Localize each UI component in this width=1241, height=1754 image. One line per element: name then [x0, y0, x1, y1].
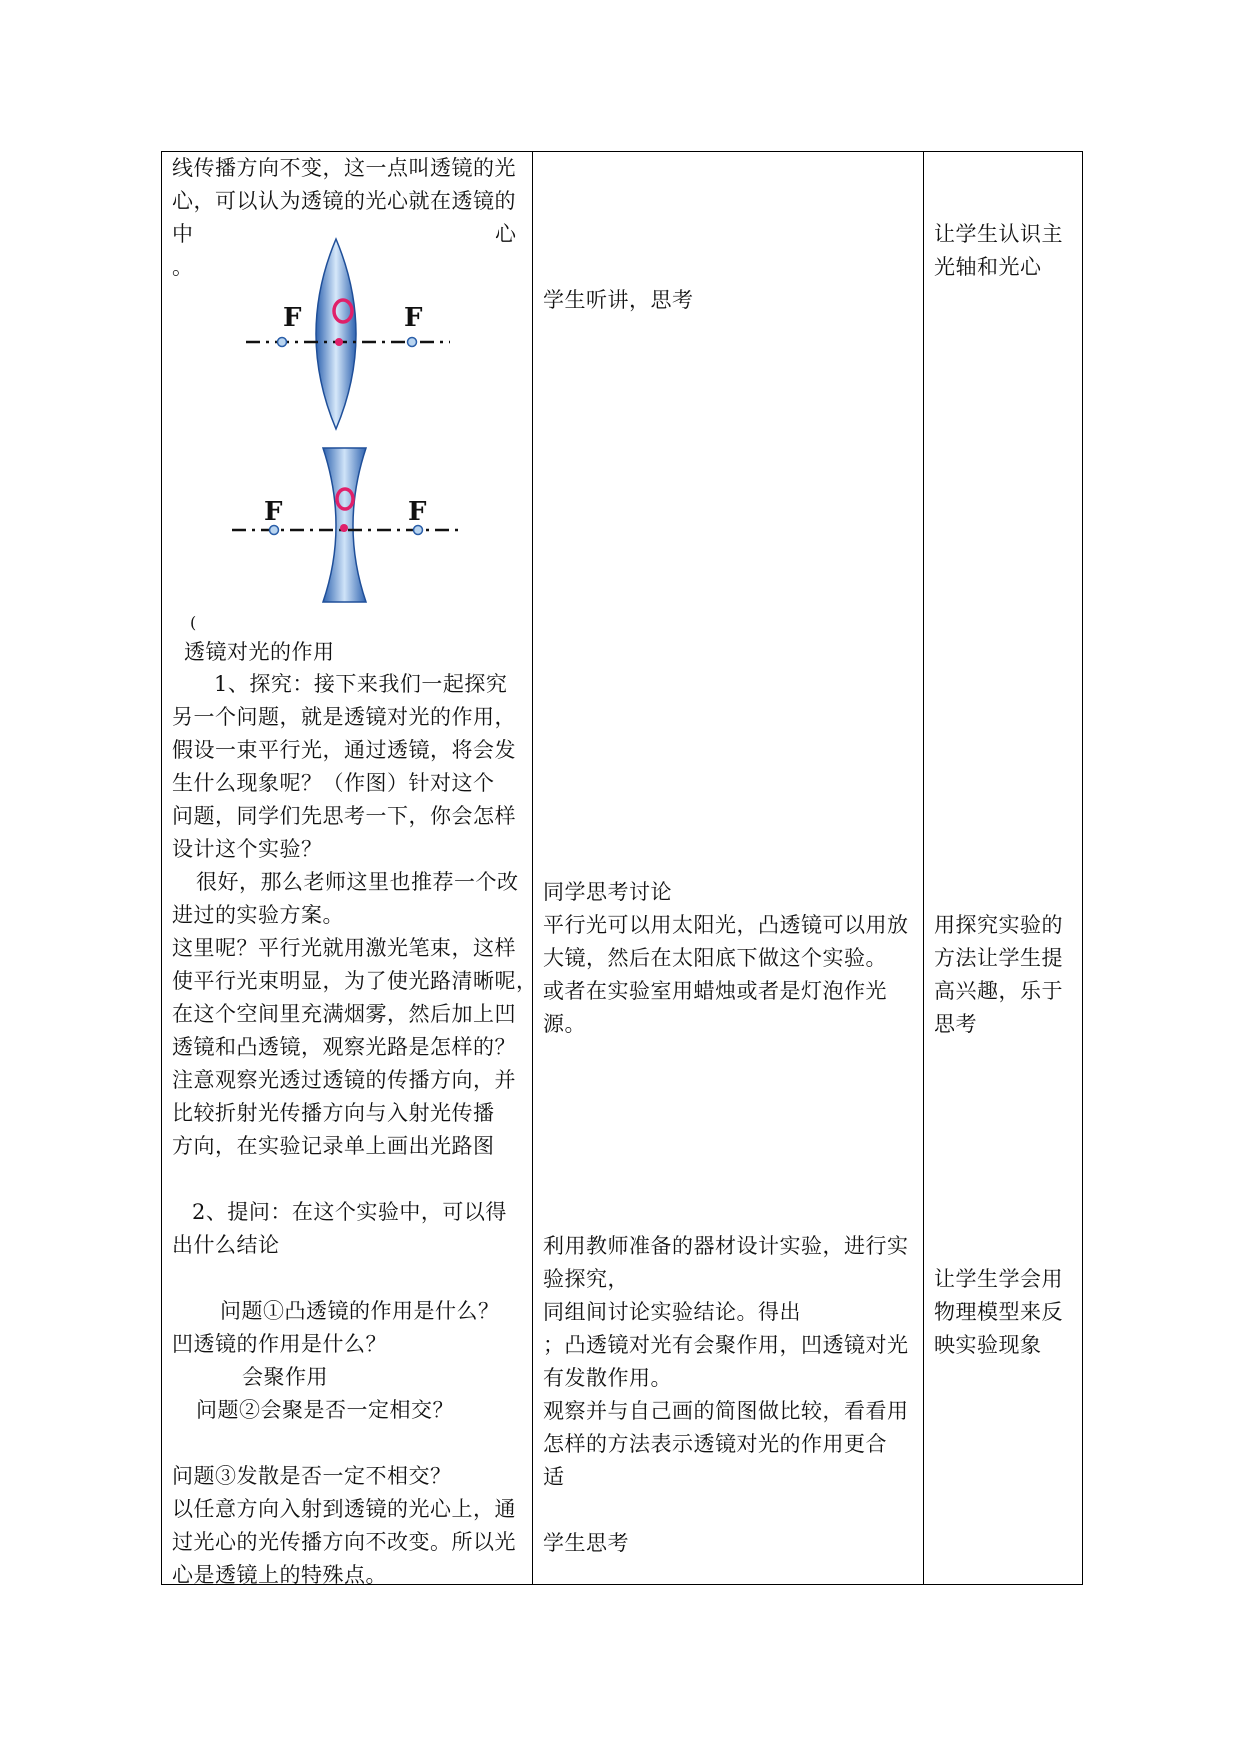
text-line: 问题③发散是否一定不相交？: [172, 1464, 452, 1488]
text-line: 心: [495, 222, 517, 246]
text-line: 透镜和凸透镜，观察光路是怎样的？: [172, 1035, 516, 1059]
text-line: 利用教师准备的器材设计实验，进行实: [543, 1234, 909, 1258]
text-line: 平行光可以用太阳光，凸透镜可以用放: [543, 913, 909, 937]
section-heading: 透镜对光的作用: [184, 640, 335, 664]
text-line: 使平行光束明显，为了使光路清晰呢，: [172, 969, 538, 993]
text-line: 另一个问题，就是透镜对光的作用，: [172, 705, 516, 729]
text-line: 进过的实验方案。: [172, 903, 344, 927]
text-line: 以任意方向入射到透镜的光心上，通: [172, 1497, 516, 1521]
text-line: 高兴趣，乐于: [934, 979, 1063, 1003]
focus-label-left: F: [283, 303, 302, 333]
text-line: 让学生认识主: [934, 222, 1063, 246]
text-line: 映实验现象: [934, 1333, 1042, 1357]
text-line: 。: [172, 255, 194, 279]
text-line: 观察并与自己画的简图做比较，看看用: [543, 1399, 909, 1423]
text-line: 生什么现象呢？（作图）针对这个: [172, 771, 495, 795]
optical-center-dot: [340, 524, 348, 532]
lesson-table: [161, 151, 1083, 1585]
text-line: ；凸透镜对光有会聚作用，凹透镜对光: [543, 1333, 909, 1357]
text-line: 在这个空间里充满烟雾，然后加上凹: [172, 1002, 516, 1026]
text-line: (: [190, 613, 197, 632]
student-activity-column: [533, 152, 923, 1584]
text-line: 注意观察光透过透镜的传播方向，并: [172, 1068, 516, 1092]
text-line: 线传播方向不变，这一点叫透镜的光: [172, 156, 516, 180]
text-line: 1、探究：接下来我们一起探究: [214, 672, 508, 696]
text-line: 大镜，然后在太阳底下做这个实验。: [543, 946, 887, 970]
text-line: 比较折射光传播方向与入射光传播: [172, 1101, 495, 1125]
focus-label-right: F: [408, 497, 427, 527]
text-line: 凹透镜的作用是什么？: [172, 1332, 387, 1356]
text-line: 同学思考讨论: [543, 880, 672, 904]
text-line: 出什么结论: [172, 1233, 280, 1257]
text-line: 问题，同学们先思考一下，你会怎样: [172, 804, 516, 828]
text-line: 2、提问：在这个实验中，可以得: [192, 1200, 507, 1224]
text-line: 学生听讲，思考: [543, 288, 694, 312]
text-line: 验探究，: [543, 1267, 629, 1291]
text-line: 问题①凸透镜的作用是什么？: [220, 1299, 500, 1323]
text-line: 会聚作用: [242, 1365, 328, 1389]
text-line: 学生思考: [543, 1531, 629, 1555]
text-line: 光轴和光心: [934, 255, 1042, 279]
optical-center-dot: [335, 338, 343, 346]
text-line: 设计这个实验？: [172, 837, 323, 861]
text-line: 假设一束平行光，通过透镜，将会发: [172, 738, 516, 762]
design-intent-column: [924, 152, 1084, 1584]
text-line: 源。: [543, 1012, 586, 1036]
text-line: 怎样的方法表示透镜对光的作用更合: [543, 1432, 887, 1456]
text-line: 心是透镜上的特殊点。: [172, 1563, 387, 1587]
teacher-activity-column: [162, 152, 538, 1587]
text-line: 方法让学生提: [934, 946, 1063, 970]
text-line: 思考: [934, 1012, 977, 1036]
text-line: 让学生学会用: [934, 1267, 1063, 1291]
text-line: 或者在实验室用蜡烛或者是灯泡作光: [543, 979, 887, 1003]
text-line: 用探究实验的: [934, 913, 1063, 937]
text-line: 有发散作用。: [543, 1366, 672, 1390]
convex-lens-shape: [316, 239, 356, 429]
text-line: 心，可以认为透镜的光心就在透镜的: [172, 189, 516, 213]
focus-point-right: [408, 338, 417, 347]
concave-lens-diagram: [228, 444, 468, 614]
text-line: 这里呢？平行光就用激光笔束，这样: [172, 936, 516, 960]
text-line: 适: [543, 1465, 565, 1489]
focus-label-right: F: [404, 303, 423, 333]
text-line: 中: [172, 222, 194, 246]
text-line: 过光心的光传播方向不改变。所以光: [172, 1530, 516, 1554]
text-line: 同组间讨论实验结论。得出: [543, 1300, 801, 1324]
text-line: 问题②会聚是否一定相交？: [196, 1398, 454, 1422]
text-line: 方向，在实验记录单上画出光路图: [172, 1134, 495, 1158]
convex-lens-diagram: [240, 234, 460, 434]
text-line: 很好，那么老师这里也推荐一个改: [196, 870, 519, 894]
focus-label-left: F: [264, 497, 283, 527]
text-line: 物理模型来反: [934, 1300, 1063, 1324]
focus-point-left: [278, 338, 287, 347]
